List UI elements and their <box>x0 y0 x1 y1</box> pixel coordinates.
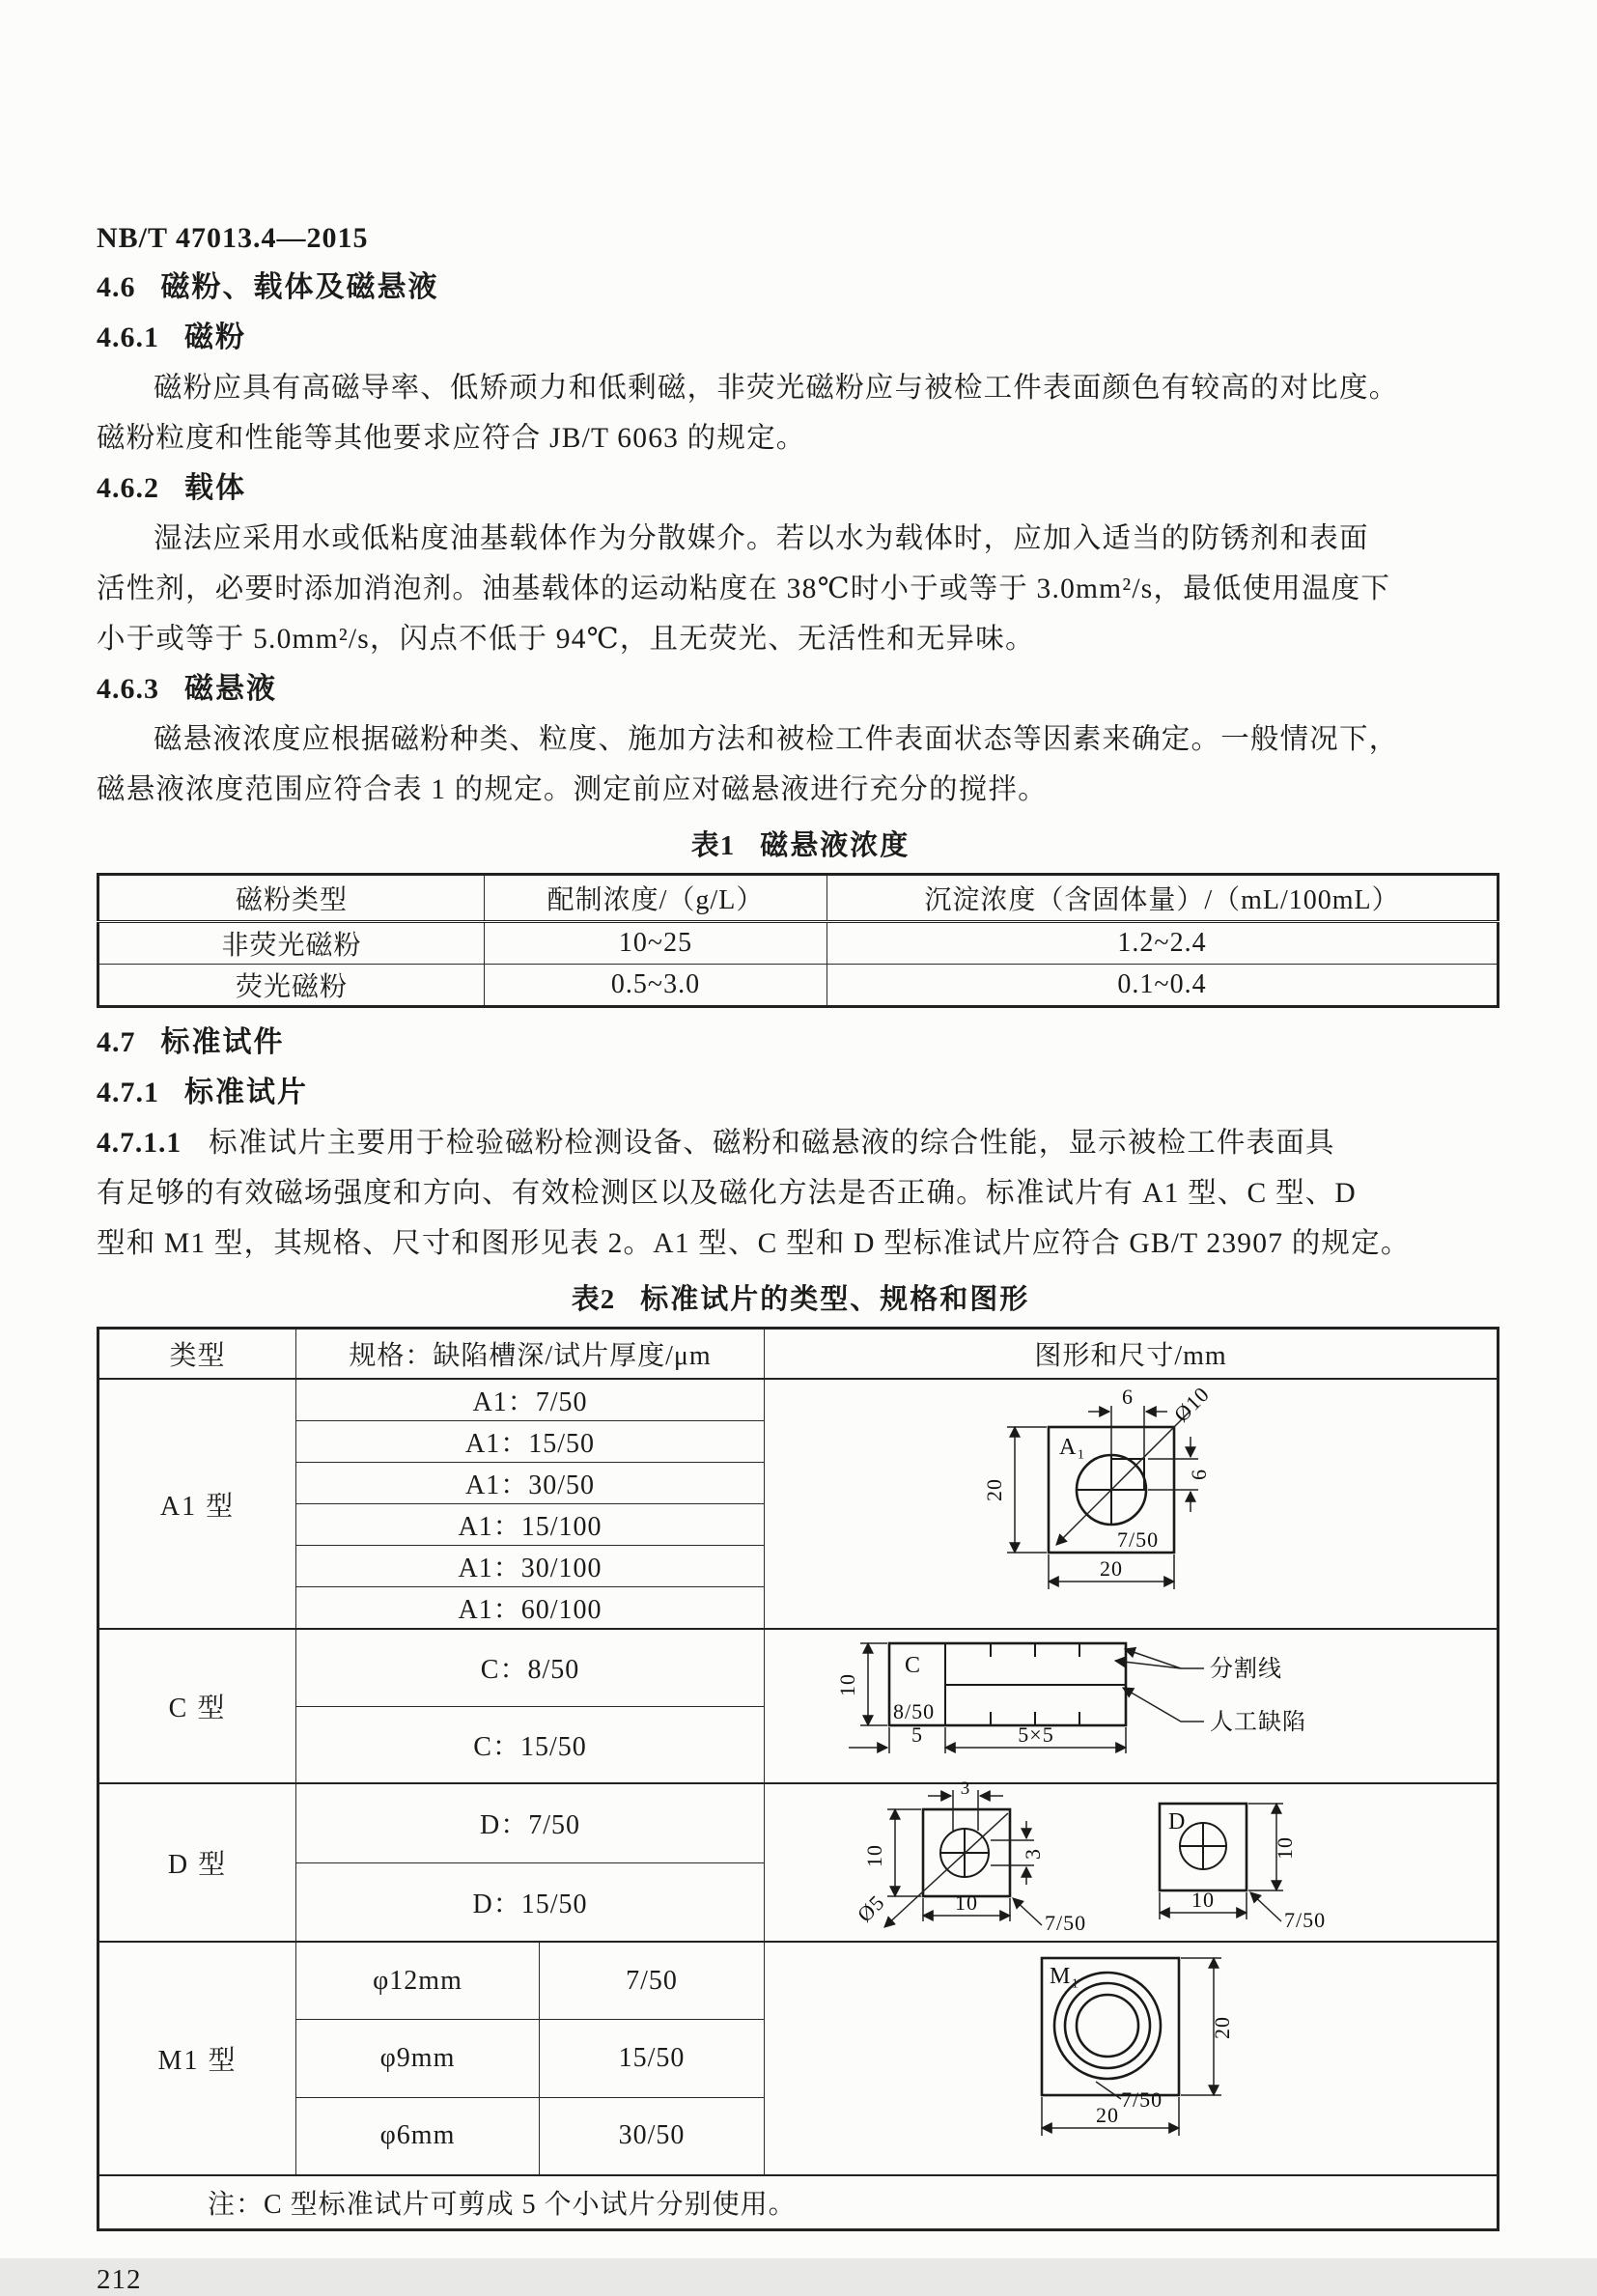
spec-cell: A1：15/100 <box>296 1504 765 1546</box>
clause-text: 标准试片主要用于检验磁粉检测设备、磁粉和磁悬液的综合性能，显示被检工件表面具 <box>209 1128 1335 1159</box>
column-header: 配制浓度/（g/L） <box>485 875 827 922</box>
dimension-label-segments: 5×5 <box>1018 1722 1054 1747</box>
section-heading-4-7-1 <box>97 1068 1504 1118</box>
paragraph-line: 磁粉粒度和性能等其他要求应符合 JB/T 6063 的规定。 <box>97 423 806 454</box>
shim-type-cell: A1 型 <box>98 1379 296 1629</box>
shim-type-cell: C 型 <box>98 1629 296 1783</box>
m1-ring-inner <box>1077 1995 1138 2057</box>
m1-shim-diagram <box>765 1942 1499 2175</box>
d-diameter-leader <box>884 1813 1008 1927</box>
page-number: 212 <box>97 2264 142 2295</box>
paragraph-line: 磁悬液浓度应根据磁粉种类、粒度、施加方法和被检工件表面状态等因素来确定。一般情况下， <box>154 724 1399 755</box>
dimension-label-diameter: Ø5 <box>852 1890 889 1927</box>
dimension-label-left: 20 <box>982 1477 1007 1501</box>
dimension-label-right: 20 <box>1210 2016 1235 2039</box>
table2-caption-number: 表2 <box>571 1284 616 1315</box>
flaw-depth-label: 8/50 <box>893 1699 936 1723</box>
c-shim-diagram <box>765 1629 1499 1783</box>
flaw-depth-label: 7/50 <box>1117 1526 1160 1552</box>
table-header-row <box>98 875 1499 922</box>
dimension-label-top: 3 <box>960 1778 971 1799</box>
spec-cell: φ6mm <box>296 2097 540 2175</box>
section-heading-4-6-1 <box>97 313 1504 363</box>
dimension-label-left: 10 <box>835 1673 860 1696</box>
paragraph-line: 湿法应采用水或低粘度油基载体作为分散媒介。若以水为载体时，应加入适当的防锈剂和表面 <box>154 523 1369 554</box>
c-diagram-svg <box>822 1630 1440 1775</box>
section-number: 4.6 <box>97 271 136 303</box>
section-title: 磁粉、载体及磁悬液 <box>160 271 439 303</box>
table2-standard-test-shims <box>97 1327 1499 2231</box>
section-number: 4.6.2 <box>97 472 159 504</box>
callout-dividing-line: 分割线 <box>1210 1657 1283 1682</box>
table-cell: 0.5~3.0 <box>485 965 827 1007</box>
column-header: 沉淀浓度（含固体量）/（mL/100mL） <box>827 875 1499 922</box>
table-row <box>98 1379 1499 1421</box>
section-heading-4-6 <box>97 263 1504 313</box>
dimension-label-bottom: 20 <box>1096 2103 1120 2127</box>
spec-cell: C：15/50 <box>296 1706 765 1783</box>
a1-shim-diagram <box>765 1379 1499 1629</box>
a1-diameter-leader <box>1056 1411 1191 1545</box>
dimension-label-segment: 5 <box>911 1722 924 1747</box>
flaw-depth-label: 7/50 <box>1121 2087 1163 2112</box>
m1-shim-label: M₁ <box>1050 1964 1080 1989</box>
table1-caption <box>97 825 1504 867</box>
dimension-label-right: 3 <box>1021 1848 1046 1860</box>
section-number: 4.6.1 <box>97 322 159 353</box>
section-number: 4.7.1 <box>97 1077 159 1108</box>
table-note: 注：C 型标准试片可剪成 5 个小试片分别使用。 <box>98 2175 1499 2230</box>
dimension-label-right: 10 <box>1273 1836 1298 1860</box>
section-title: 标准试件 <box>160 1026 285 1058</box>
doc-number: NB/T 47013.4—2015 <box>97 222 369 254</box>
callout-leader <box>1125 1649 1204 1668</box>
paragraph-line <box>97 1118 1504 1168</box>
table-cell: 10~25 <box>485 922 827 965</box>
paragraph-line: 磁悬液浓度范围应符合表 1 的规定。测定前应对磁悬液进行充分的搅拌。 <box>97 774 1048 805</box>
spec-cell: A1：60/100 <box>296 1587 765 1630</box>
spec-cell: φ12mm <box>296 1942 540 2020</box>
spec-cell: φ9mm <box>296 2020 540 2097</box>
d-diagram-svg <box>831 1778 1430 1935</box>
dimension-label-left: 10 <box>862 1844 887 1867</box>
spec-cell: A1：30/100 <box>296 1546 765 1587</box>
table-row <box>98 965 1499 1007</box>
spec-cell: D：7/50 <box>296 1783 765 1862</box>
d-shim-label: D <box>1168 1809 1187 1834</box>
section-number: 4.6.3 <box>97 673 159 705</box>
table-note-row <box>98 2175 1499 2230</box>
m1-diagram-svg <box>986 1943 1275 2167</box>
table2-caption-title: 标准试片的类型、规格和图形 <box>640 1284 1030 1315</box>
section-title: 标准试片 <box>184 1077 308 1108</box>
clause-number: 4.7.1.1 <box>97 1128 182 1159</box>
dimension-label-top: 6 <box>1122 1384 1135 1409</box>
column-header: 规格：缺陷槽深/试片厚度/μm <box>296 1329 765 1380</box>
section-heading-4-7 <box>97 1018 1504 1068</box>
dimension-label-bottom: 10 <box>1191 1888 1216 1912</box>
spec-cell: D：15/50 <box>296 1862 765 1942</box>
depth-leader <box>1013 1898 1042 1925</box>
section-heading-4-6-3 <box>97 664 1504 714</box>
paragraph-line: 型和 M1 型，其规格、尺寸和图形见表 2。A1 型、C 型和 D 型标准试片应符合 GB/T 23907 的规定。 <box>97 1228 1411 1259</box>
section-number: 4.7 <box>97 1026 136 1058</box>
paragraph-line: 活性剂，必要时添加消泡剂。油基载体的运动粘度在 38℃时小于或等于 3.0mm²/s，最低使用温度下 <box>97 574 1391 604</box>
column-header: 类型 <box>98 1329 296 1380</box>
table-cell: 1.2~2.4 <box>827 922 1499 965</box>
section-title: 磁粉 <box>184 322 246 353</box>
spec-cell: C：8/50 <box>296 1629 765 1706</box>
table-cell: 0.1~0.4 <box>827 965 1499 1007</box>
table1-magnetic-suspension-concentration <box>97 873 1499 1008</box>
shim-type-cell: D 型 <box>98 1783 296 1942</box>
table-row <box>98 1783 1499 1862</box>
paragraph-line: 磁粉应具有高磁导率、低矫顽力和低剩磁，非荧光磁粉应与被检工件表面颜色有较高的对比度。 <box>154 373 1399 404</box>
table-cell: 荧光磁粉 <box>98 965 485 1007</box>
shim-type-cell: M1 型 <box>98 1942 296 2175</box>
table1-caption-number: 表1 <box>690 830 736 861</box>
spec-cell: 30/50 <box>540 2097 765 2175</box>
flaw-depth-label: 7/50 <box>1284 1908 1327 1932</box>
spec-cell: 7/50 <box>540 1942 765 2020</box>
depth-leader <box>1250 1892 1281 1921</box>
spec-cell: 15/50 <box>540 2020 765 2097</box>
table-header-row <box>98 1329 1499 1380</box>
table-row <box>98 922 1499 965</box>
section-title: 载体 <box>184 472 246 504</box>
spec-cell: A1：15/50 <box>296 1421 765 1463</box>
table-row <box>98 1629 1499 1706</box>
a1-shim-label: A₁ <box>1059 1434 1086 1460</box>
spec-cell: A1：30/50 <box>296 1463 765 1504</box>
flaw-depth-label: 7/50 <box>1045 1911 1087 1935</box>
table1-caption-title: 磁悬液浓度 <box>760 830 911 861</box>
section-heading-4-6-2 <box>97 463 1504 514</box>
column-header: 磁粉类型 <box>98 875 485 922</box>
table2-caption <box>97 1278 1504 1321</box>
dimension-label-diameter: Ø10 <box>1168 1381 1215 1427</box>
dimension-label-right: 6 <box>1187 1468 1212 1480</box>
callout-artificial-flaw: 人工缺陷 <box>1210 1710 1307 1735</box>
a1-diagram-svg <box>957 1381 1304 1620</box>
dimension-label-bottom: 20 <box>1100 1555 1124 1581</box>
paragraph-line: 有足够的有效磁场强度和方向、有效检测区以及磁化方法是否正确。标准试片有 A1 型、C 型、D <box>97 1178 1357 1209</box>
section-title: 磁悬液 <box>184 673 277 705</box>
c-shim-label: C <box>905 1653 922 1678</box>
spec-cell: A1：7/50 <box>296 1379 765 1421</box>
d-shim-diagram <box>765 1778 1499 1942</box>
column-header: 图形和尺寸/mm <box>765 1329 1499 1380</box>
m1-ring-outer <box>1054 1973 1161 2079</box>
table-row <box>98 1942 1499 2020</box>
depth-leader <box>1096 2082 1121 2099</box>
table-cell: 非荧光磁粉 <box>98 922 485 965</box>
callout-leader <box>1123 1688 1204 1722</box>
paragraph-line: 小于或等于 5.0mm²/s，闪点不低于 94℃，且无荧光、无活性和无异味。 <box>97 624 1035 655</box>
dimension-label-bottom: 10 <box>955 1890 979 1915</box>
